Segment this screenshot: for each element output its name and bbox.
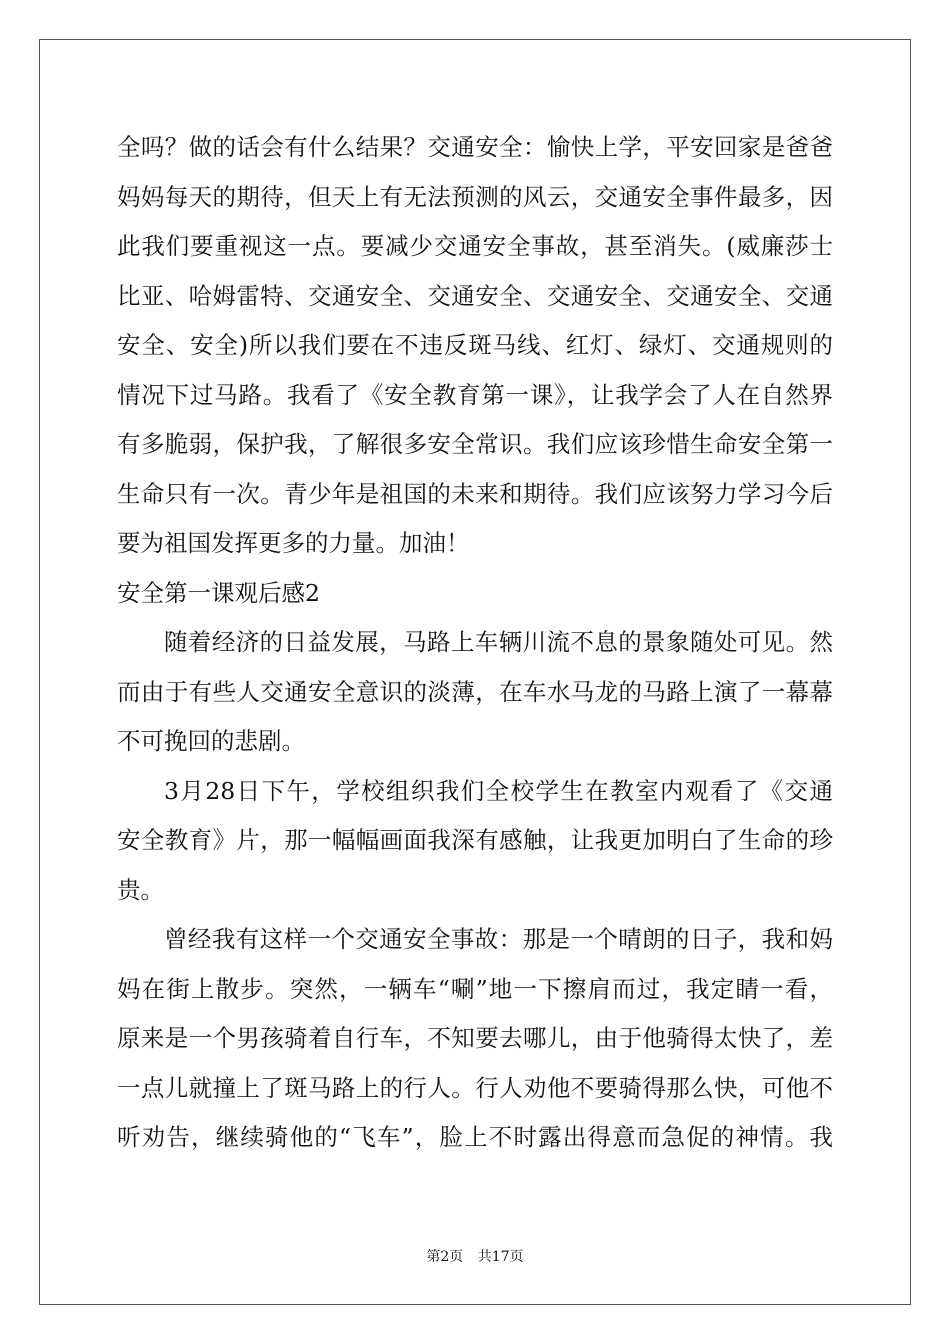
text-line: 妈妈每天的期待，但天上有无法预测的风云，交通安全事件最多，因 (117, 182, 833, 211)
page-footer (0, 1246, 950, 1266)
text-line: 听劝告，继续骑他的“飞车”，脸上不时露出得意而急促的神情。我 (117, 1123, 833, 1151)
text-line: 原来是一个男孩骑着自行车，不知要去哪儿，由于他骑得太快了，差 (117, 1024, 833, 1052)
text-line: 安全教育》片，那一幅幅画面我深有感触，让我更加明白了生命的珍 (117, 826, 833, 854)
text-line: 妈在街上散步。突然，一辆车“唰”地一下擦肩而过，我定睛一看， (117, 974, 833, 1003)
text-line: 而由于有些人交通安全意识的淡薄，在车水马龙的马路上演了一幕幕 (117, 677, 833, 706)
text-line: 曾经我有这样一个交通安全事故：那是一个晴朗的日子，我和妈 (164, 925, 833, 953)
text-line: 贵。 (117, 875, 164, 904)
text-line: 生命只有一次。青少年是祖国的未来和期待。我们应该努力学习今后 (117, 479, 833, 508)
text-line: 要为祖国发挥更多的力量。加油！ (117, 529, 470, 557)
document-body (117, 123, 833, 1163)
text-line: 3月28日下午，学校组织我们全校学生在教室内观看了《交通 (164, 776, 833, 805)
total-pages: 共17页 (477, 1249, 524, 1265)
text-line: 安全、安全)所以我们要在不违反斑马线、红灯、绿灯、交通规则的 (117, 331, 833, 359)
text-line: 随着经济的日益发展，马路上车辆川流不息的景象随处可见。然 (164, 628, 833, 656)
text-line: 有多脆弱，保护我，了解很多安全常识。我们应该珍惜生命安全第一 (117, 430, 833, 458)
text-line: 比亚、哈姆雷特、交通安全、交通安全、交通安全、交通安全、交通 (117, 281, 833, 310)
text-line: 此我们要重视这一点。要减少交通安全事故，甚至消失。(威廉莎士 (117, 232, 833, 260)
text-line: 不可挽回的悲剧。 (117, 727, 305, 755)
text-line: 全吗？做的话会有什么结果？交通安全：愉快上学，平安回家是爸爸 (117, 133, 833, 161)
text-line: 一点儿就撞上了斑马路上的行人。行人劝他不要骑得那么快，可他不 (117, 1073, 833, 1102)
section-heading: 安全第一课观后感2 (117, 578, 320, 607)
text-line: 情况下过马路。我看了《安全教育第一课》，让我学会了人在自然界 (117, 380, 833, 409)
page-number: 第2页 (426, 1249, 464, 1265)
